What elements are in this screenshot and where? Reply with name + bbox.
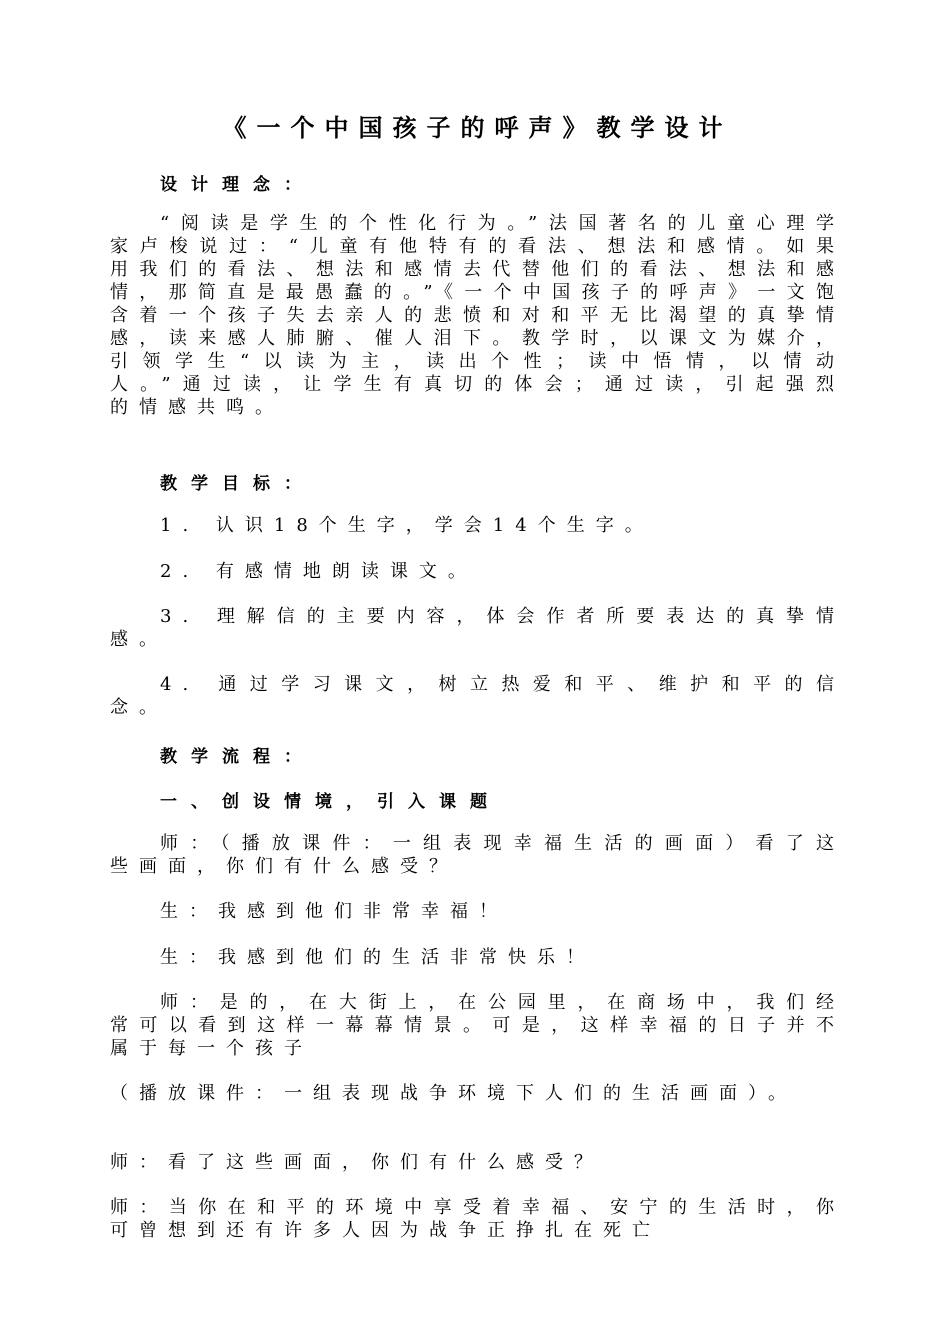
dialogue-line-2: 生：我感到他们非常幸福！: [160, 901, 508, 922]
heading-teaching-process: 教学流程：: [160, 747, 315, 767]
document-title: 《一个中国孩子的呼声》教学设计: [222, 114, 733, 142]
dialogue-line-4: 师：是的，在大街上，在公园里，在商场中，我们经常可以看到这样一幕幕情景。可是，这样幸福的日子并不属于每一个孩子: [110, 992, 845, 1059]
goal-item-4: 4. 通过学习课文，树立热爱和平、维护和平的信念。: [110, 674, 845, 718]
heading-step-one: 一、创设情境，引入课题: [160, 792, 501, 812]
dialogue-line-6: 师：看了这些画面，你们有什么感受？: [110, 1152, 603, 1173]
dialogue-line-7: 师：当你在和平的环境中享受着幸福、安宁的生活时，你可曾想到还有许多人因为战争正挣扎在死亡: [110, 1197, 845, 1241]
paragraph-design-concept: “阅读是学生的个性化行为。”法国著名的儿童心理学家卢梭说过：“儿童有他特有的看法、想法和感情。如果用我们的看法、想法和感情去代替他们的看法、想法和感情，那简直是最愚蠢的。”《一个中国孩子的呼声》一文饱含着一个孩子失去亲人的悲愤和对和平无比渴望的真挚情感，读来感人肺腑、催人泪下。教学时，以课文为媒介，引领学生“以读为主，读出个性；读中悟情，以情动人。”通过读，让学生有真切的体会；通过读，引起强烈的情感共鸣。: [110, 213, 845, 418]
goal-item-1: 1. 认识18个生字，学会14个生字。: [160, 515, 654, 536]
dialogue-line-3: 生：我感到他们的生活非常快乐！: [160, 947, 595, 968]
dialogue-line-1: 师：（播放课件：一组表现幸福生活的画面）看了这些画面，你们有什么感受？: [110, 833, 845, 877]
goal-item-2: 2. 有感情地朗读课文。: [160, 561, 477, 582]
goal-item-3: 3. 理解信的主要内容，体会作者所要表达的真挚情感。: [110, 606, 845, 650]
heading-teaching-goals: 教学目标：: [160, 474, 315, 494]
heading-design-concept: 设计理念：: [160, 175, 315, 195]
dialogue-line-5: （播放课件：一组表现战争环境下人们的生活画面）。: [110, 1083, 797, 1104]
